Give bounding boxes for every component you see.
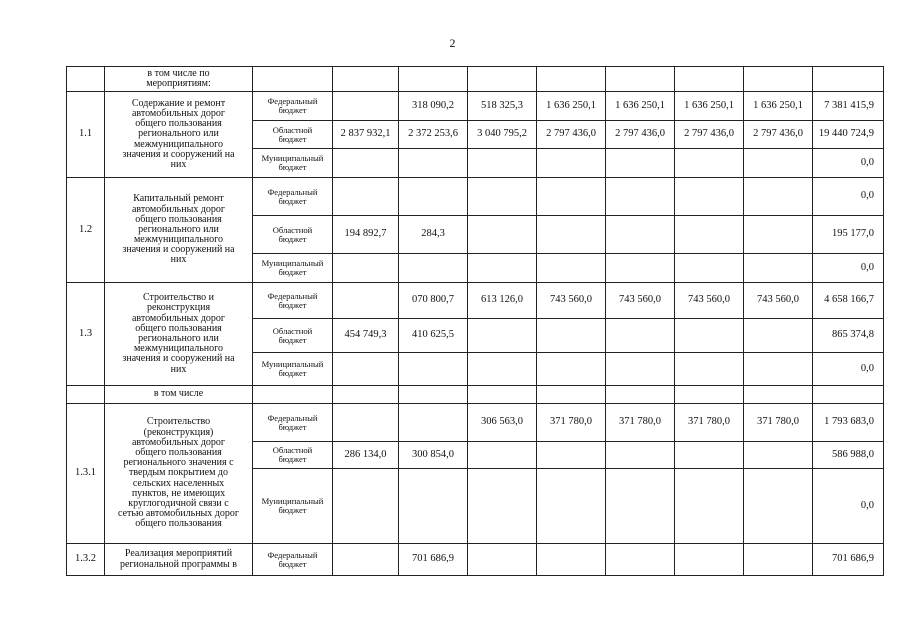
empty-cell xyxy=(253,67,333,92)
value-cell xyxy=(537,319,606,353)
value-cell: 284,3 xyxy=(399,216,468,254)
item-description-line: Содержание и ремонт xyxy=(131,97,226,109)
value-cell xyxy=(333,353,399,386)
empty-cell xyxy=(744,67,813,92)
table-row xyxy=(67,67,884,92)
value-cell xyxy=(468,216,537,254)
source-label xyxy=(253,544,333,576)
value-cell xyxy=(606,254,675,283)
empty-cell xyxy=(468,67,537,92)
source-label xyxy=(253,178,333,216)
source-label-line: бюджет xyxy=(278,299,307,310)
value-cell xyxy=(744,319,813,353)
source-label xyxy=(253,254,333,283)
total-cell: 0,0 xyxy=(813,353,884,386)
value-cell xyxy=(468,178,537,216)
value-cell xyxy=(606,469,675,544)
value-cell: 2 372 253,6 xyxy=(399,121,468,149)
value-cell xyxy=(537,254,606,283)
value-cell xyxy=(399,178,468,216)
source-label xyxy=(253,121,333,149)
empty-cell xyxy=(813,386,884,404)
table-row xyxy=(67,283,884,319)
source-label-line: бюджет xyxy=(278,267,307,277)
value-cell: 613 126,0 xyxy=(468,283,537,319)
item-number: 1.3.2 xyxy=(67,544,105,576)
value-cell: 2 797 436,0 xyxy=(537,121,606,149)
value-cell xyxy=(399,353,468,386)
value-cell xyxy=(606,544,675,576)
total-cell: 1 793 683,0 xyxy=(813,404,884,442)
value-cell xyxy=(606,178,675,216)
value-cell xyxy=(675,178,744,216)
empty-cell xyxy=(813,67,884,92)
source-label xyxy=(253,283,333,319)
value-cell xyxy=(537,442,606,469)
value-cell xyxy=(399,404,468,442)
value-cell xyxy=(537,149,606,178)
item-description-line: них xyxy=(170,158,187,170)
item-description-line: Строительство xyxy=(146,416,211,428)
value-cell xyxy=(468,353,537,386)
source-label-line: Муниципальный xyxy=(261,258,324,269)
empty-cell xyxy=(675,386,744,404)
source-label-line: бюджет xyxy=(278,133,307,144)
source-label-line: бюджет xyxy=(278,558,307,569)
value-cell xyxy=(333,149,399,178)
value-cell xyxy=(675,544,744,576)
item-description-line: значения и сооружений на xyxy=(122,353,235,365)
value-cell: 743 560,0 xyxy=(537,283,606,319)
value-cell: 2 797 436,0 xyxy=(606,121,675,149)
source-label xyxy=(253,319,333,353)
value-cell: 306 563,0 xyxy=(468,404,537,442)
value-cell xyxy=(744,442,813,469)
page-number: 2 xyxy=(449,36,456,50)
item-description-line: автомобильных дорог xyxy=(131,108,226,120)
value-cell xyxy=(333,404,399,442)
source-label-line: бюджет xyxy=(278,368,307,378)
item-description-line: них xyxy=(170,363,187,375)
total-cell: 195 177,0 xyxy=(813,216,884,254)
value-cell xyxy=(333,544,399,576)
total-cell: 0,0 xyxy=(813,149,884,178)
source-label-line: бюджет xyxy=(278,454,307,464)
table-row xyxy=(67,178,884,216)
source-label-line: Муниципальный xyxy=(261,359,324,370)
value-cell xyxy=(537,469,606,544)
value-cell xyxy=(606,319,675,353)
value-cell xyxy=(399,149,468,178)
item-description-line: региональной программы в xyxy=(119,558,237,570)
value-cell: 701 686,9 xyxy=(399,544,468,576)
table-row xyxy=(67,386,884,404)
value-cell: 2 797 436,0 xyxy=(744,121,813,149)
total-cell: 865 374,8 xyxy=(813,319,884,353)
item-description xyxy=(105,178,253,283)
item-description-line: регионального значения с xyxy=(123,457,234,469)
source-label-line: Областной xyxy=(272,445,313,456)
value-cell: 371 780,0 xyxy=(606,404,675,442)
item-description-line: реконструкция xyxy=(146,302,211,314)
value-cell: 3 040 795,2 xyxy=(468,121,537,149)
source-label-line: Муниципальный xyxy=(261,496,324,507)
value-cell xyxy=(468,319,537,353)
value-cell xyxy=(675,216,744,254)
item-description-line: общего пользования xyxy=(135,322,222,334)
total-cell: 4 658 166,7 xyxy=(813,283,884,319)
item-description-line: значения и сооружений на xyxy=(122,244,235,256)
total-cell: 7 381 415,9 xyxy=(813,92,884,121)
row-label-line: мероприятиям: xyxy=(146,78,211,89)
item-number: 1.3 xyxy=(67,283,105,386)
row-label xyxy=(105,67,253,92)
row-label-line: в том числе по xyxy=(147,67,210,79)
value-cell: 2 837 932,1 xyxy=(333,121,399,149)
num-cell xyxy=(67,67,105,92)
value-cell xyxy=(675,469,744,544)
value-cell: 1 636 250,1 xyxy=(744,92,813,121)
row-label: в том числе xyxy=(105,386,253,404)
value-cell: 300 854,0 xyxy=(399,442,468,469)
source-label-line: бюджет xyxy=(278,162,307,172)
value-cell: 194 892,7 xyxy=(333,216,399,254)
value-cell xyxy=(468,544,537,576)
item-description-line: Реализация мероприятий xyxy=(124,548,233,560)
table-row xyxy=(67,404,884,442)
empty-cell xyxy=(468,386,537,404)
value-cell: 070 800,7 xyxy=(399,283,468,319)
value-cell: 318 090,2 xyxy=(399,92,468,121)
item-description xyxy=(105,92,253,178)
item-number: 1.3.1 xyxy=(67,404,105,544)
source-label-line: бюджет xyxy=(278,105,307,115)
value-cell xyxy=(744,149,813,178)
item-description xyxy=(105,283,253,386)
empty-cell xyxy=(537,386,606,404)
item-description-line: межмуниципального xyxy=(133,234,224,246)
value-cell xyxy=(744,544,813,576)
value-cell: 371 780,0 xyxy=(744,404,813,442)
source-label-line: бюджет xyxy=(278,195,307,206)
value-cell xyxy=(606,149,675,178)
empty-cell xyxy=(333,67,399,92)
item-description-line: регионального или xyxy=(138,223,219,235)
source-label xyxy=(253,92,333,121)
value-cell xyxy=(333,469,399,544)
item-description-line: сельских населенных xyxy=(132,477,225,489)
item-description-line: регионального или xyxy=(138,128,219,140)
total-cell: 19 440 724,9 xyxy=(813,121,884,149)
value-cell: 743 560,0 xyxy=(606,283,675,319)
value-cell xyxy=(468,442,537,469)
value-cell xyxy=(333,92,399,121)
item-description-line: автомобильных дорог xyxy=(131,203,226,215)
item-number: 1.1 xyxy=(67,92,105,178)
value-cell: 743 560,0 xyxy=(744,283,813,319)
value-cell xyxy=(744,353,813,386)
source-label xyxy=(253,404,333,442)
item-description xyxy=(105,404,253,544)
source-label-line: Областной xyxy=(272,224,313,235)
value-cell: 1 636 250,1 xyxy=(537,92,606,121)
total-cell: 0,0 xyxy=(813,469,884,544)
item-description-line: общего пользования xyxy=(135,213,222,225)
item-description-line: регионального или xyxy=(138,333,219,344)
source-label-line: бюджет xyxy=(278,505,307,515)
source-label xyxy=(253,216,333,254)
value-cell xyxy=(399,469,468,544)
empty-cell xyxy=(606,386,675,404)
value-cell: 518 325,3 xyxy=(468,92,537,121)
empty-cell xyxy=(399,67,468,92)
num-cell xyxy=(67,386,105,404)
value-cell xyxy=(333,254,399,283)
item-number: 1.2 xyxy=(67,178,105,283)
item-description-line: Строительство и xyxy=(142,292,215,304)
source-label-line: Областной xyxy=(272,124,313,135)
value-cell: 410 625,5 xyxy=(399,319,468,353)
value-cell: 743 560,0 xyxy=(675,283,744,319)
value-cell xyxy=(744,254,813,283)
total-cell: 0,0 xyxy=(813,254,884,283)
value-cell: 371 780,0 xyxy=(537,404,606,442)
value-cell xyxy=(537,544,606,576)
value-cell xyxy=(606,353,675,386)
empty-cell xyxy=(606,67,675,92)
value-cell xyxy=(675,254,744,283)
total-cell: 701 686,9 xyxy=(813,544,884,576)
table-row xyxy=(67,92,884,121)
item-description-line: межмуниципального xyxy=(133,138,224,150)
source-label-line: Федеральный xyxy=(267,186,318,197)
total-cell: 586 988,0 xyxy=(813,442,884,469)
item-description-line: Капитальный ремонт xyxy=(133,193,224,205)
empty-cell xyxy=(399,386,468,404)
source-label-line: Федеральный xyxy=(267,549,318,560)
value-cell: 1 636 250,1 xyxy=(675,92,744,121)
value-cell xyxy=(468,254,537,283)
item-description-line: общего пользования xyxy=(135,118,222,130)
value-cell xyxy=(468,149,537,178)
table-body xyxy=(67,67,884,576)
item-description xyxy=(105,544,253,576)
item-description-line: круглогодичной связи с xyxy=(128,497,229,509)
empty-cell xyxy=(744,386,813,404)
value-cell xyxy=(675,353,744,386)
value-cell xyxy=(537,353,606,386)
empty-cell xyxy=(537,67,606,92)
table-row xyxy=(67,544,884,576)
item-description-line: (реконструкция) xyxy=(143,426,214,438)
empty-cell xyxy=(253,386,333,404)
source-label-line: бюджет xyxy=(278,421,307,432)
item-description-line: твердым покрытием до xyxy=(129,467,228,479)
source-label-line: Федеральный xyxy=(267,290,318,301)
value-cell xyxy=(468,469,537,544)
empty-cell xyxy=(675,67,744,92)
value-cell: 2 797 436,0 xyxy=(675,121,744,149)
source-label xyxy=(253,469,333,544)
empty-cell xyxy=(333,386,399,404)
source-label-line: Федеральный xyxy=(267,412,318,423)
value-cell: 1 636 250,1 xyxy=(606,92,675,121)
value-cell xyxy=(333,178,399,216)
source-label xyxy=(253,149,333,178)
value-cell xyxy=(675,442,744,469)
value-cell xyxy=(606,442,675,469)
source-label-line: Муниципальный xyxy=(261,153,324,164)
value-cell xyxy=(744,216,813,254)
item-description-line: значения и сооружений на xyxy=(122,148,235,160)
source-label xyxy=(253,442,333,469)
value-cell: 286 134,0 xyxy=(333,442,399,469)
source-label xyxy=(253,353,333,386)
source-label-line: бюджет xyxy=(278,334,307,345)
value-cell xyxy=(606,216,675,254)
item-description-line: пунктов, не имеющих xyxy=(131,487,226,499)
source-label-line: Областной xyxy=(272,325,313,336)
item-description-line: общего пользования xyxy=(135,447,222,459)
value-cell xyxy=(399,254,468,283)
value-cell: 371 780,0 xyxy=(675,404,744,442)
source-label-line: бюджет xyxy=(278,233,307,244)
item-description-line: них xyxy=(170,254,187,266)
item-description-line: сетью автомобильных дорог xyxy=(118,508,239,520)
item-description-line: общего пользования xyxy=(135,518,222,530)
value-cell xyxy=(537,216,606,254)
value-cell xyxy=(744,469,813,544)
value-cell xyxy=(675,319,744,353)
item-description-line: автомобильных дорог xyxy=(131,312,226,324)
budget-table xyxy=(66,66,884,576)
value-cell xyxy=(675,149,744,178)
item-description-line: автомобильных дорог xyxy=(131,436,226,448)
item-description-line: межмуниципального xyxy=(133,343,224,355)
value-cell xyxy=(744,178,813,216)
value-cell xyxy=(537,178,606,216)
total-cell: 0,0 xyxy=(813,178,884,216)
value-cell: 454 749,3 xyxy=(333,319,399,353)
value-cell xyxy=(333,283,399,319)
source-label-line: Федеральный xyxy=(267,96,318,107)
